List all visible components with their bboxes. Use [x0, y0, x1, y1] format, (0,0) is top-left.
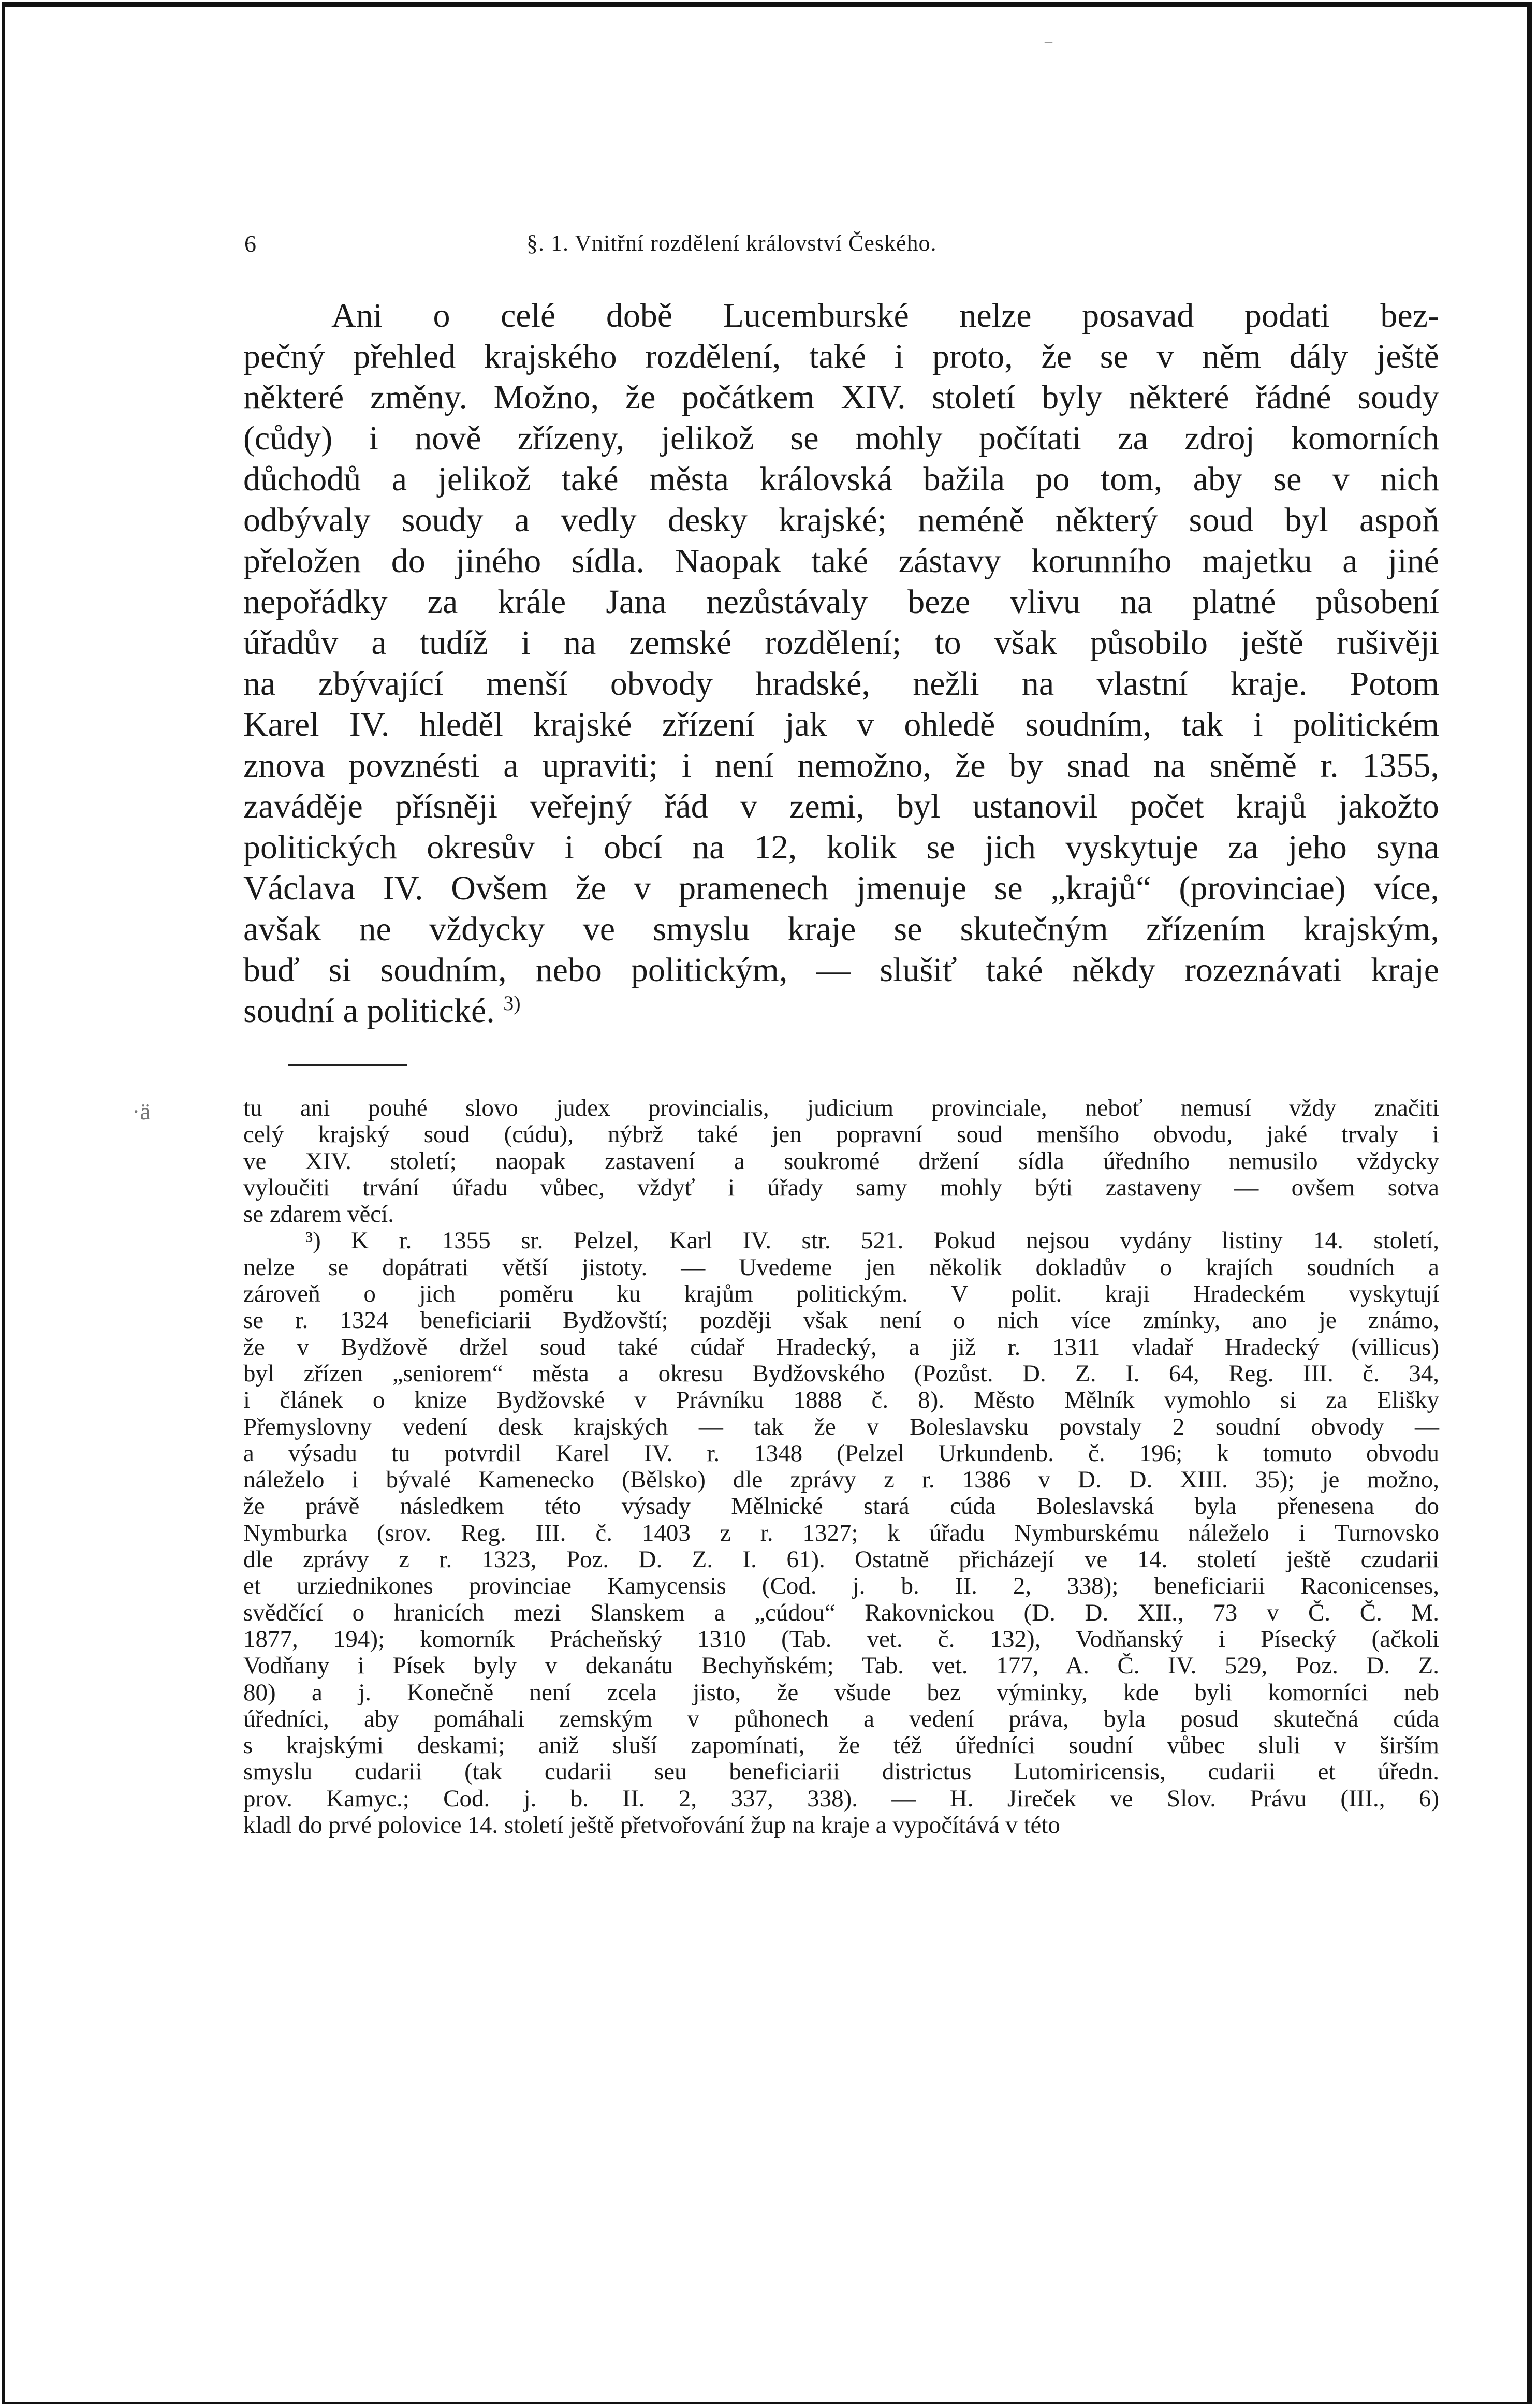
text-line: Václava IV. Ovšem že v pramenech jmenuje se „krajů“ (provinciae) více,	[243, 869, 1439, 907]
margin-mark: ·ä	[132, 1098, 151, 1125]
footnote-line: že právě následkem této výsady Mělnické stará cúda Boleslavská byla přenesena do	[243, 1493, 1439, 1520]
text-line: zaváděje přísněji veřejný řád v zemi, byl ustanovil počet krajů jakožto	[243, 787, 1439, 825]
footnote-line: Vodňany i Písek byly v dekanátu Bechyňském; Tab. vet. 177, A. Č. IV. 529, Poz. D. Z.	[243, 1652, 1439, 1680]
main-text	[243, 295, 1439, 1031]
footnote-line: náleželo i bývalé Kamenecko (Bělsko) dle zprávy z r. 1386 v D. D. XIII. 35); je možno,	[243, 1466, 1439, 1494]
text-line: důchodů a jelikož také města královská bažila po tom, aby se v nich	[243, 460, 1439, 498]
footnote-line: i článek o knize Bydžovské v Právníku 1888 č. 8). Město Mělník vymohlo si za Elišky	[243, 1387, 1439, 1414]
main-paragraph	[243, 295, 1439, 1031]
text-line: soudní a politické. $^{3)}$	[243, 991, 521, 1030]
page-number: 6	[244, 230, 256, 257]
text-line: pečný přehled krajského rozdělení, také i proto, že se v něm dály ještě	[243, 338, 1439, 375]
text-line: Ani o celé době Lucemburské nelze posavad podati bez-	[331, 297, 1439, 334]
footnote-line: se r. 1324 beneficiarii Bydžovští; později však není o nich více zmínky, ano je známo,	[243, 1307, 1439, 1334]
text-line: (cůdy) i nově zřízeny, jelikož se mohly počítati za zdroj komorních	[243, 419, 1439, 457]
footnote-line: dle zprávy z r. 1323, Poz. D. Z. I. 61). Ostatně přicházejí ve 14. století ještě czudarii	[243, 1546, 1439, 1573]
footnote-line: et urziednikones provinciae Kamycensis (Cod. j. b. II. 2, 338); beneficiarii Raconicenses,	[243, 1572, 1439, 1600]
text-line: avšak ne vždycky ve smyslu kraje se skutečným zřízením krajským,	[243, 910, 1439, 948]
footnote-line: úředníci, aby pomáhali zemským v půhonech a vedení práva, byla posud skutečná cúda	[243, 1705, 1439, 1732]
footnote-line: byl zřízen „seniorem“ města a okresu Bydžovského (Pozůst. D. Z. I. 64, Reg. III. č. 34,	[243, 1360, 1439, 1387]
footnote-line: a výsadu tu potvrdil Karel IV. r. 1348 (Pelzel Urkundenb. č. 196; k tomuto obvodu	[243, 1439, 1439, 1467]
footnote-line: s krajskými deskami; aniž sluší zapomínati, že též úředníci soudní vůbec sluli v širším	[243, 1732, 1439, 1759]
footnote-marker: 3)	[503, 991, 521, 1015]
text-line: úřadův a tudíž i na zemské rozdělení; to však působilo ještě rušivěji	[243, 624, 1439, 662]
text-line: odbývaly soudy a vedly desky krajské; neméně některý soud byl aspoň	[243, 501, 1439, 539]
text-line: Karel IV. hleděl krajské zřízení jak v ohledě soudním, tak i politickém	[243, 706, 1439, 743]
footnote-rule	[288, 1064, 407, 1066]
text-line: politických okresův i obcí na 12, kolik se jich vyskytuje za jeho syna	[243, 828, 1439, 866]
footnote-line: že v Bydžově držel soud také cúdař Hradecký, a již r. 1311 vladař Hradecký (villicus)	[243, 1333, 1439, 1361]
text-line: znova povznésti a upraviti; i není nemožno, že by snad na sněmě r. 1355,	[243, 747, 1439, 784]
page-header	[244, 230, 1435, 266]
footnote-line: kladl do prvé polovice 14. století ještě přetvořování žup na kraje a vypočítává v této	[243, 1812, 1060, 1839]
footnote-line: se zdarem věcí.	[243, 1201, 394, 1228]
footnote-line: prov. Kamyc.; Cod. j. b. II. 2, 337, 338). — H. Jireček ve Slov. Právu (III., 6)	[243, 1785, 1439, 1812]
footnote-line: smyslu cudarii (tak cudarii seu beneficiarii districtus Lutomiricensis, cudarii et úředn.	[243, 1758, 1439, 1786]
text-line: přeložen do jiného sídla. Naopak také zástavy korunního majetku a jiné	[243, 542, 1439, 580]
text-line: na zbývající menší obvody hradské, nežli na vlastní kraje. Potom	[243, 665, 1439, 703]
footnote-line: Přemyslovny vedení desk krajských — tak že v Boleslavsku povstaly 2 soudní obvody —	[243, 1413, 1439, 1440]
footnote-line: celý krajský soud (cúdu), nýbrž také jen popravní soud menšího obvodu, jaké trvaly i	[243, 1121, 1439, 1148]
footnote-line: nelze se dopátrati větší jistoty. — Uvedeme jen několik dokladův o krajích soudních a	[243, 1253, 1439, 1281]
footnote-line: tu ani pouhé slovo judex provincialis, judicium provinciale, neboť nemusí vždy značiti	[243, 1094, 1439, 1121]
footnote-continuation	[243, 1095, 1439, 1228]
footnote-line: ³) K r. 1355 sr. Pelzel, Karl IV. str. 521. Pokud nejsou vydány listiny 14. století,	[305, 1227, 1439, 1254]
text-line: některé změny. Možno, že počátkem XIV. století byly některé řádné soudy	[243, 378, 1439, 416]
footnote-line: ve XIV. století; naopak zastavení a soukromé držení sídla úředního nemusilo vždycky	[243, 1147, 1439, 1175]
running-title: §. 1. Vnitřní rozdělení království Českého.	[526, 230, 937, 256]
footnote-line: 80) a j. Konečně není zcela jisto, že všude bez výminky, kde byli komorníci neb	[243, 1679, 1439, 1706]
footnote-line: 1877, 194); komorník Prácheňský 1310 (Tab. vet. č. 132), Vodňanský i Písecký (ačkoli	[243, 1625, 1439, 1653]
footnotes	[243, 1095, 1439, 1838]
text-line: nepořádky za krále Jana nezůstávaly beze vlivu na platné působení	[243, 583, 1439, 621]
footnote-line: vyloučiti trvání úřadu vůbec, vždyť i úřady samy mohly býti zastaveny — ovšem sotva	[243, 1174, 1439, 1201]
footnote-3	[243, 1228, 1439, 1838]
footnote-line: zároveň o jich poměru ku krajům politickým. V polit. kraji Hradeckém vyskytují	[243, 1280, 1439, 1308]
text-line: buď si soudním, nebo politickým, — slušiť také někdy rozeznávati kraje	[243, 951, 1439, 989]
footnote-line: svědčící o hranicích mezi Slanskem a „cúdou“ Rakovnickou (D. D. XII., 73 v Č. Č. M.	[243, 1599, 1439, 1626]
footnote-line: Nymburka (srov. Reg. III. č. 1403 z r. 1327; k úřadu Nymburskému náleželo i Turnovsko	[243, 1519, 1439, 1546]
scan-speck: ‒	[1045, 33, 1052, 50]
